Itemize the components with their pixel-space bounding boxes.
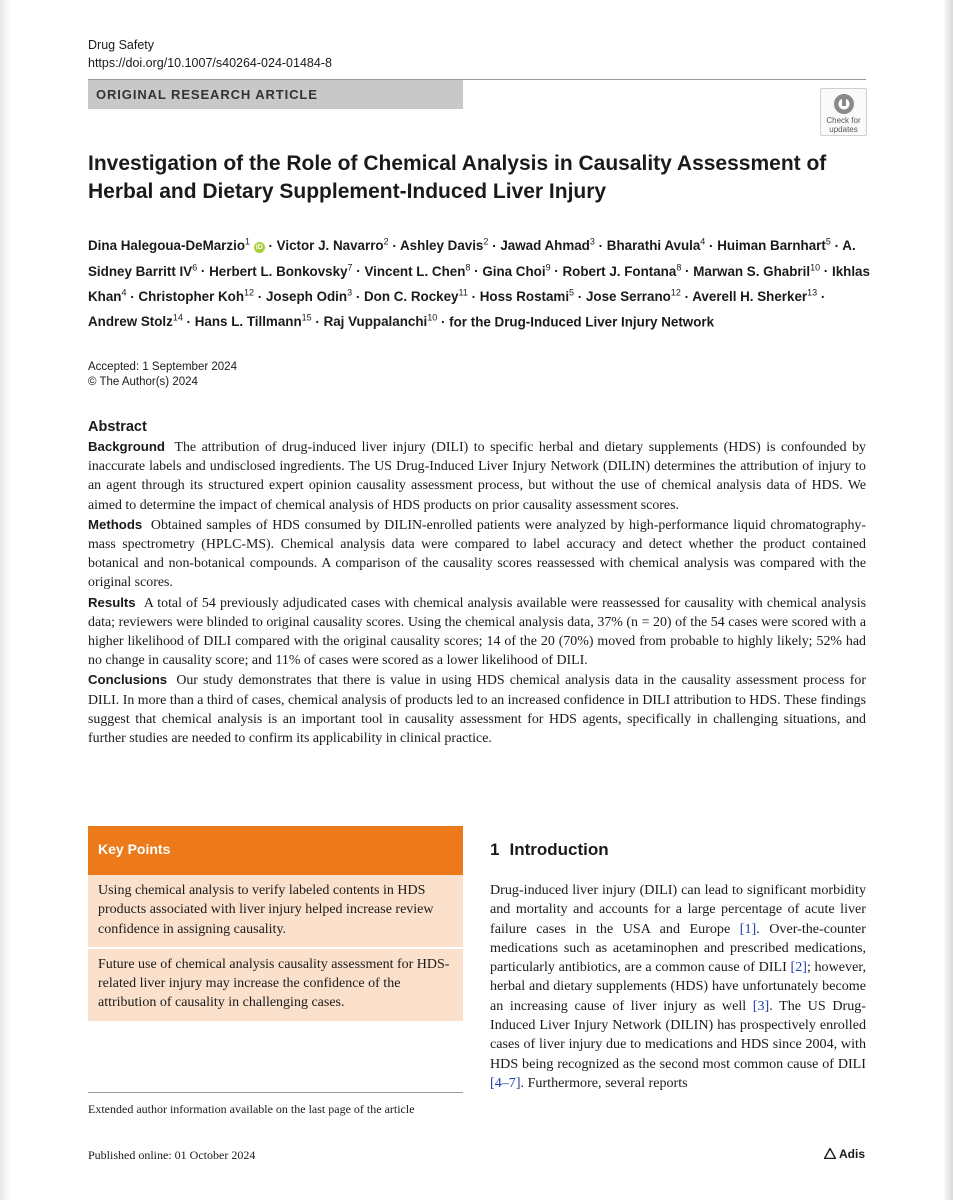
- author-name: Christopher Koh: [138, 289, 245, 304]
- citation-link[interactable]: [4–7]: [490, 1074, 521, 1091]
- author-name: Don C. Rockey: [364, 289, 459, 304]
- abstract-text: The attribution of drug-induced liver injury (DILI) to specific herbal and dietary supplements (HDS) is confounded by inaccurate labels and undisclosed ingredients. The US Drug-Induced Liver Injury Network (DILIN) determines the attribution of injury to an agent through its structured expert opinion causality assessment process, but without the use of chemical analysis data of HDS. We aimed to determine the impact of chemical analysis of HDS products on prior causality assessment scores.: [88, 440, 866, 513]
- abstract-methods: [88, 515, 866, 593]
- page-edge-right: [943, 0, 953, 1200]
- author-affiliation: 2: [383, 237, 389, 247]
- author-affiliation: 11: [458, 287, 468, 298]
- article-type-bar: [88, 80, 463, 109]
- author-name: Marwan S. Ghabril: [693, 263, 811, 279]
- author: [209, 264, 352, 279]
- author: [364, 264, 470, 279]
- author-name: Bharathi Avula: [606, 238, 701, 254]
- author-name: Victor J. Navarro: [276, 238, 384, 254]
- author-name: Huiman Barnhart: [717, 238, 826, 254]
- page-edge-left: [0, 0, 10, 1200]
- author-affiliation: 13: [807, 287, 818, 298]
- footnote-rule: [88, 1092, 463, 1093]
- check-updates-icon: [832, 92, 856, 116]
- author-affiliation: 2: [483, 237, 489, 247]
- author-name: Raj Vuppalanchi: [323, 314, 428, 330]
- author: [277, 238, 389, 253]
- author-name: Gina Choi: [482, 263, 546, 279]
- author: [138, 289, 254, 304]
- section-title: Introduction: [509, 840, 609, 859]
- author-name: Robert J. Fontana: [562, 263, 677, 279]
- intro-text-segment: . Over-the-counter medications such as acetaminophen and prescribed medications, particularly antibiotics, are a common cause of DILI: [490, 920, 866, 976]
- abstract-text: A total of 54 previously adjudicated cases with chemical analysis available were reassessed for causality with chemical analysis data; reviewers were blinded to original causality scores. Using the chemical analysis data, 37% (n = 20) of the 54 cases were scored with a higher likelihood of DILI compared with the original causality scores; 14 of the 20 (70%) moved from probable to highly likely; 52% had no change in causality score; and 11% of cases were scored as a lower likelihood of DILI.: [88, 595, 866, 669]
- abstract: [88, 418, 866, 748]
- author-affiliation: 7: [347, 262, 353, 273]
- section-number: 1: [490, 840, 500, 859]
- citation-link[interactable]: [1]: [739, 920, 757, 937]
- author-affiliation: 8: [465, 262, 471, 273]
- author-name: Hoss Rostami: [479, 289, 570, 304]
- citation-link[interactable]: [3]: [752, 997, 770, 1014]
- author-name: Dina Halegoua-DeMarzio: [88, 238, 245, 254]
- author: [607, 238, 706, 253]
- author: [562, 264, 681, 279]
- intro-text-segment: ; however, herbal and dietary supplements (HDS) have unfortunately become an increasing cause of liver injury as well: [490, 959, 866, 1014]
- orcid-icon[interactable]: iD: [255, 244, 263, 252]
- author-name: Herbert L. Bonkovsky: [209, 263, 348, 279]
- abstract-background: [88, 437, 866, 515]
- author-affiliation: 8: [676, 262, 682, 273]
- abstract-text: Our study demonstrates that there is value in using HDS chemical analysis data in the causality assessment process for DILI. In more than a third of cases, chemical analysis of products led to an increased confidence in DILI attribution to HDS. These findings suggest that chemical analysis is an important tool in causality assessment for HDS agents, specifically in challenging situations, and further studies are needed to confirm its applicability in clinical practice.: [88, 673, 866, 747]
- author-name: Andrew Stolz: [88, 314, 173, 330]
- author: [324, 314, 438, 329]
- introduction-text: [490, 881, 866, 1093]
- article-dates: [88, 360, 237, 390]
- abstract-heading: Abstract: [88, 419, 147, 435]
- author: [266, 289, 352, 304]
- key-point-item: Using chemical analysis to verify labeled contents in HDS products associated with liver injury helped increase review confidence in assigning causality.: [88, 875, 463, 947]
- author-affiliation: 10: [810, 262, 821, 273]
- author: [586, 289, 681, 304]
- author-affiliation: 5: [825, 237, 831, 247]
- author: [400, 238, 488, 253]
- author: [482, 264, 550, 279]
- author: [195, 314, 312, 329]
- accepted-date: Accepted: 1 September 2024: [88, 361, 237, 373]
- author: [693, 264, 820, 279]
- adis-triangle-icon: [824, 1148, 836, 1159]
- check-updates-line1: Check for: [826, 116, 861, 125]
- intro-text-segment: . The US Drug-Induced Liver Injury Network (DILIN) has prospectively enrolled cases of liver injury due to medications and HDS since 2004, with HDS being recognized as the second most common cause of DILI: [490, 997, 866, 1072]
- citation-link[interactable]: [2]: [790, 959, 807, 976]
- author: [88, 238, 265, 253]
- author: [480, 289, 574, 304]
- abstract-label: Conclusions: [88, 672, 168, 688]
- author-affiliation: 10: [427, 312, 438, 323]
- author-name: Jawad Ahmad: [500, 238, 590, 254]
- article-title: Investigation of the Role of Chemical Analysis in Causality Assessment of Herbal and Dietary Supplement-Induced Liver Injury: [88, 152, 827, 203]
- check-updates-line2: updates: [829, 125, 858, 134]
- publisher-logo: [824, 1147, 865, 1162]
- abstract-text: Obtained samples of HDS consumed by DILIN-enrolled patients were analyzed by high-performance liquid chromatography-mass spectrometry (HPLC-MS). Chemical analysis data were compared to label accuracy and detect whether the product contained botanical and non-botanical compounds. A comparison of the causality scores reassessed with chemical analysis was compared with the original scores.: [88, 517, 866, 591]
- author-affiliation: 4: [121, 287, 127, 298]
- author-affiliation: 12: [244, 287, 255, 298]
- copyright-notice: © The Author(s) 2024: [88, 376, 198, 388]
- published-date: Published online: 01 October 2024: [88, 1148, 256, 1162]
- author-name: for the Drug-Induced Liver Injury Network: [449, 314, 715, 330]
- abstract-results: [88, 593, 866, 671]
- author-name: Hans L. Tillmann: [194, 314, 302, 330]
- author-affiliation: 14: [172, 312, 183, 323]
- key-points-header: [88, 826, 463, 875]
- author: [364, 289, 468, 304]
- introduction-heading: [490, 840, 609, 860]
- author-list: Dina Halegoua-DeMarzio$^1$ iD · Victor J. Navarro$^2$ · Ashley Davis$^2$ · Jawad Ahmad$^3$ · Bharathi Avula$^4$ · Huiman Barnhart$^5$ · A. Sidney Barritt $IV^6$ · Herbert L. Bonkovsky$^7$ · Vincent L. Chen$^8$ · Gina Choi$^9$ · Robert J. Fontana$^8$ · Marwan S. Ghabril$^{10}$ · Ikhlas Khan$^4$ · Christopher Koh$^{12}$ · Joseph Odin$^3$ · Don C. Rockey$^{11}$ · Hoss Rostami$^5$ · Jose Serrano$^{12}$ · Averell H. Sherker$^{13}$ · Andrew Stolz$^{14}$ · Hans L. Tillmann$^{15}$ · Raj Vuppalanchi$^{10}$ · for the Drug-Induced Liver Injury Network: [88, 237, 870, 330]
- author-affiliation: 6: [192, 262, 198, 273]
- abstract-label: Background: [88, 439, 165, 454]
- check-for-updates-badge[interactable]: [820, 88, 867, 136]
- author-affiliation: 4: [700, 237, 706, 247]
- author-affiliation: 3: [347, 287, 353, 298]
- author-affiliation: 5: [569, 287, 575, 298]
- author-name: Ashley Davis: [400, 238, 484, 254]
- author: [500, 238, 595, 253]
- author-name: Vincent L. Chen: [364, 263, 466, 279]
- key-points-box: [88, 826, 463, 1021]
- author-name: Ikhlas Khan: [88, 263, 870, 304]
- key-points-heading: Key Points: [98, 841, 171, 857]
- author-affiliation: 1: [245, 237, 251, 247]
- author-affiliation: 15: [301, 312, 312, 323]
- publisher-name: Adis: [839, 1147, 866, 1161]
- intro-text-segment: . Furthermore, several reports: [520, 1074, 688, 1091]
- journal-name: Drug Safety: [88, 38, 155, 52]
- author: [449, 314, 714, 329]
- author: [692, 289, 817, 304]
- abstract-label: Methods: [88, 516, 143, 532]
- author-info-footnote: Extended author information available on the last page of the article: [88, 1102, 415, 1116]
- abstract-label: Results: [88, 594, 136, 610]
- author-name: Jose Serrano: [585, 289, 671, 304]
- author-name: A. Sidney Barritt IV: [88, 238, 856, 279]
- author: [88, 314, 183, 329]
- journal-doi[interactable]: https://doi.org/10.1007/s40264-024-01484-8: [88, 56, 332, 70]
- journal-header: [88, 36, 332, 72]
- author-name: Averell H. Sherker: [692, 289, 808, 304]
- author-affiliation: 12: [670, 287, 681, 298]
- abstract-conclusions: [88, 670, 866, 748]
- author-affiliation: 9: [545, 262, 551, 273]
- author-name: Joseph Odin: [265, 289, 348, 304]
- key-point-item: Future use of chemical analysis causality assessment for HDS-related liver injury may increase the confidence of the attribution of causality in challenging cases.: [88, 949, 463, 1021]
- article-type-label: ORIGINAL RESEARCH ARTICLE: [96, 87, 318, 102]
- author-affiliation: 3: [589, 237, 595, 247]
- author: [717, 238, 831, 253]
- intro-text-segment: Drug-induced liver injury (DILI) can lead to significant morbidity and mortality and accounts for a large percentage of acute liver failure cases in the USA and Europe: [490, 882, 866, 937]
